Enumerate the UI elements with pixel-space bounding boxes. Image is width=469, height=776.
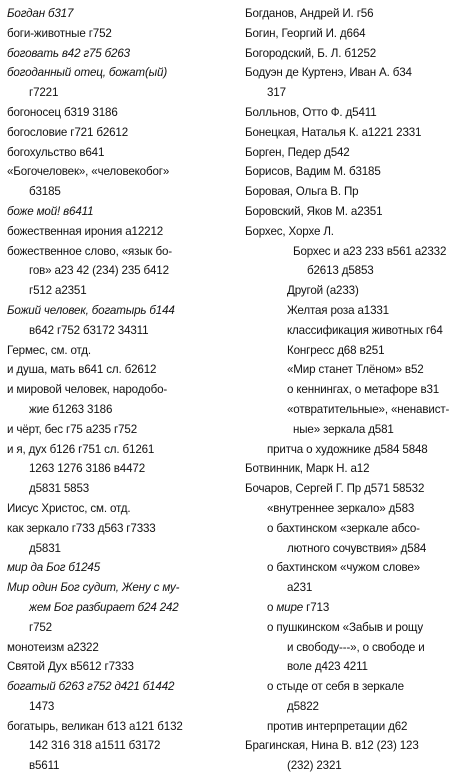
index-entry: Богородский, Б. Л. б1252 — [245, 46, 377, 60]
index-entry: богоносец б319 3186 — [7, 105, 118, 119]
index-entry: Борисов, Вадим М. б3185 — [245, 165, 381, 179]
index-entry: мир да Бог б1245 — [7, 561, 100, 575]
index-entry: божественная ирония а12212 — [7, 224, 164, 238]
index-entry: Богин, Георгий И. д664 — [245, 26, 366, 40]
index-entry: и душа, мать в641 сл. б2612 — [7, 363, 157, 377]
index-entry: как зеркало г733 д563 г7333 — [7, 521, 156, 535]
index-entry: о кеннингах, о метафоре в31 — [287, 383, 440, 397]
index-entry: гов» а23 42 (234) 235 б412 — [29, 264, 169, 278]
index-entry: г7221 — [29, 86, 59, 100]
index-entry: божественное слово, «язык бо- — [7, 244, 172, 258]
index-entry: Боровский, Яков М. а2351 — [245, 204, 383, 218]
index-entry: а231 — [287, 581, 313, 595]
index-entry: и чёрт, бес г75 а235 г752 — [7, 422, 138, 436]
index-entry: г752 — [29, 620, 52, 634]
index-entry: и свободу---», о свободе и — [287, 640, 425, 654]
index-entry: Мир один Бог судит, Жену с му- — [7, 581, 180, 595]
index-entry: б3185 — [29, 185, 61, 199]
index-entry: и мировой человек, народобо- — [7, 383, 168, 397]
index-entry: Бочаров, Сергей Г. Пр д571 58532 — [245, 482, 425, 496]
index-entry: о бахтинском «зеркале абсо- — [267, 521, 420, 535]
index-entry: д5822 — [287, 699, 319, 713]
index-entry: Брагинская, Нина В. в12 (23) 123 — [245, 739, 419, 753]
index-entry: ные» зеркала д581 — [293, 422, 394, 436]
italic-term: мире — [276, 600, 304, 614]
index-entry: Борхес и а23 233 в561 а2332 — [293, 244, 447, 258]
index-entry: Богданов, Андрей И. г56 — [245, 7, 374, 20]
index-entry: боговать в42 г75 б263 — [7, 46, 130, 60]
index-entry: «Мир станет Тлёном» в52 — [287, 363, 424, 377]
index-entry: богоданный отец, божат(ый) — [7, 66, 168, 80]
index-entry: Другой (а233) — [287, 284, 359, 298]
index-entry: о стыде от себя в зеркале — [267, 680, 404, 694]
index-column-right — [245, 4, 465, 776]
index-entry: Ботвинник, Марк Н. а12 — [245, 462, 370, 476]
index-entry: Боровая, Ольга В. Пр — [245, 185, 359, 199]
index-entry: классификация животных г64 — [287, 323, 443, 337]
index-entry: боже мой! в6411 — [7, 204, 94, 218]
index-entry: в5611 — [29, 759, 60, 773]
index-entry: д5831 — [29, 541, 61, 555]
index-entry: воле д423 4211 — [287, 660, 368, 674]
index-entry: Божий человек, богатырь б144 — [7, 303, 175, 317]
index-entry: «отвратительные», «ненавист- — [287, 402, 450, 416]
index-entry: д5831 5853 — [29, 482, 90, 496]
index-entry: богатый б263 г752 д421 б1442 — [7, 680, 175, 694]
index-entry: 142 316 318 а1511 б3172 — [29, 739, 161, 753]
index-entry: богословие г721 б2612 — [7, 125, 129, 139]
index-column-left — [7, 4, 227, 776]
index-entry: боги-животные г752 — [7, 26, 112, 40]
index-entry: 1263 1276 3186 в4472 — [29, 462, 145, 476]
index-entry: Гермес, см. отд. — [7, 343, 91, 357]
index-entry: Бонецкая, Наталья К. а1221 2331 — [245, 125, 422, 139]
index-entry: монотеизм а2322 — [7, 640, 99, 654]
index-entry: Болльнов, Отто Ф. д5411 — [245, 105, 377, 119]
index-entry: о пушкинском «Забыв и рощу — [267, 620, 424, 634]
index-entry: Иисус Христос, см. отд. — [7, 501, 131, 515]
index-entry: Борген, Педер д542 — [245, 145, 350, 159]
index-entry: о мире г713 — [267, 600, 330, 614]
index-entry: жие б1263 3186 — [29, 402, 113, 416]
index-entry: «внутреннее зеркало» д583 — [267, 501, 415, 515]
index-entry: Богдан б317 — [7, 7, 74, 20]
index-entry: Борхес, Хорхе Л. — [245, 224, 334, 238]
index-entry: и я, дух б126 г751 сл. б1261 — [7, 442, 155, 456]
index-entry: в642 г752 б3172 34311 — [29, 323, 149, 337]
index-entry: Бодуэн де Куртенэ, Иван А. б34 — [245, 66, 412, 80]
index-entry: г512 а2351 — [29, 284, 87, 298]
index-entry: о бахтинском «чужом слове» — [267, 561, 420, 575]
index-entry: богохульство в641 — [7, 145, 105, 159]
index-entry: Святой Дух в5612 г7333 — [7, 660, 134, 674]
index-entry: 1473 — [29, 699, 55, 713]
index-entry: притча о художнике д584 5848 — [267, 442, 428, 456]
index-entry: (232) 2321 — [287, 759, 342, 773]
index-entry: жем Бог разбирает б24 242 — [29, 600, 179, 614]
index-entry: 317 — [267, 86, 286, 100]
index-entry: Конгресс д68 в251 — [287, 343, 385, 357]
index-entry: «Богочеловек», «человекобог» — [7, 165, 170, 179]
index-entry: против интерпретации д62 — [267, 719, 408, 733]
index-entry: Желтая роза а1331 — [287, 303, 389, 317]
index-entry: лютного сочувствия» д584 — [287, 541, 427, 555]
index-entry: богатырь, великан б13 а121 б132 — [7, 719, 183, 733]
index-entry: б2613 д5853 — [307, 264, 374, 278]
